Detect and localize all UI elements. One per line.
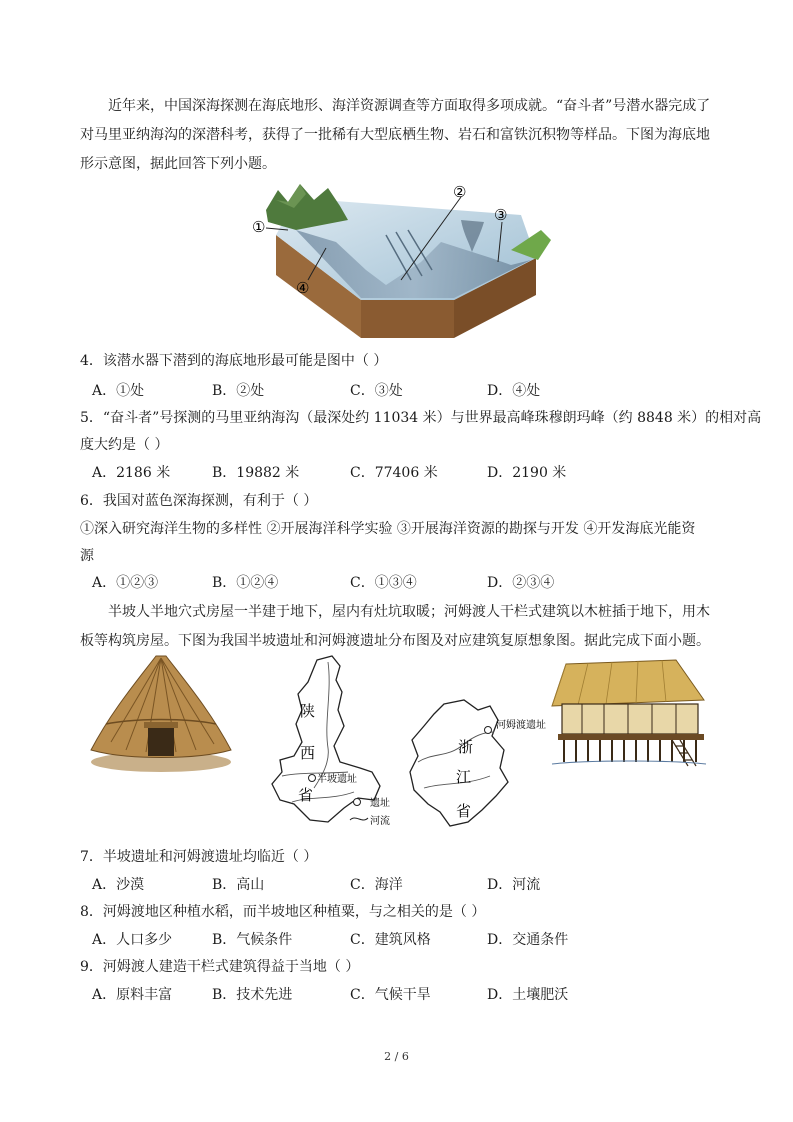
q4-option-d[interactable]: D．④处: [487, 383, 541, 399]
question-5-stem-line2: 度大约是（ ）: [80, 437, 169, 453]
q9-option-d[interactable]: D．土壤肥沃: [487, 987, 569, 1003]
legend-site-label: 遗址: [370, 798, 390, 809]
hut-doorway: [148, 726, 174, 756]
q6-option-c[interactable]: C．①③④: [350, 575, 417, 591]
wooden-stilts: [564, 740, 696, 762]
q6-option-a[interactable]: A．①②③: [92, 575, 159, 591]
zhejiang-river-1: [418, 732, 494, 762]
q5-option-a[interactable]: A．2186 米: [92, 465, 171, 481]
seafloor-label-4: ④: [296, 279, 310, 297]
hemudu-site-label: 河姆渡遗址: [496, 720, 546, 731]
q4-option-b[interactable]: B．②处: [212, 383, 265, 399]
hemudu-stilt-house-illustration: [548, 654, 708, 770]
q5-option-b[interactable]: B．19882 米: [212, 465, 300, 481]
stilt-house-platform: [558, 734, 704, 740]
q7-option-c[interactable]: C．海洋: [350, 877, 403, 893]
intro-paragraph-ancient-sites: 半坡人半地穴式房屋一半建于地下，屋内有灶坑取暖；河姆渡人干栏式建筑以木桩插于地下，用木板等构筑房屋。下图为我国半坡遗址和河姆渡遗址分布图及对应建筑复原想象图。据此完成下面小题。: [80, 604, 710, 649]
legend-site-icon: [354, 799, 361, 806]
zhejiang-char-1: 浙: [458, 738, 474, 756]
question-4-stem: 4．该潜水器下潜到的海底地形最可能是图中（ ）: [80, 353, 388, 369]
q8-option-a[interactable]: A．人口多少: [92, 932, 173, 948]
question-7-stem: 7．半坡遗址和河姆渡遗址均临近（ ）: [80, 849, 318, 865]
question-5-options: [92, 462, 712, 484]
q5-option-d[interactable]: D．2190 米: [487, 465, 567, 481]
q9-option-b[interactable]: B．技术先进: [212, 987, 293, 1003]
question-7-options: [92, 874, 712, 896]
stilt-house-roof: [552, 660, 704, 706]
question-9-stem: 9．河姆渡人建造干栏式建筑得益于当地（ ）: [80, 959, 360, 975]
q4-option-a[interactable]: A．①处: [92, 383, 145, 399]
banpo-site-marker: [309, 775, 316, 782]
intro-paragraph-deep-sea: 近年来，中国深海探测在海底地形、海洋资源调查等方面取得多项成就。“奋斗者”号潜水器完成了对马里亚纳海沟的深潜科考，获得了一批稀有大型底栖生物、岩石和富铁沉积物等样品。下图为海底地形示意图，据此回答下列小题。: [80, 98, 711, 172]
question-4-options: [92, 380, 712, 402]
q7-option-d[interactable]: D．河流: [487, 877, 541, 893]
q8-option-c[interactable]: C．建筑风格: [350, 932, 431, 948]
seafloor-label-2: ②: [453, 183, 467, 201]
question-9-options: [92, 984, 712, 1006]
banpo-site-label: 半坡遗址: [317, 774, 357, 785]
q7-option-a[interactable]: A．沙漠: [92, 877, 145, 893]
legend-river-label: 河流: [370, 816, 390, 827]
q6-option-d[interactable]: D．②③④: [487, 575, 555, 591]
legend-river-icon: [350, 818, 368, 820]
question-6-options: [92, 572, 712, 594]
q8-option-d[interactable]: D．交通条件: [487, 932, 569, 948]
shaanxi-char-1: 陕: [300, 702, 316, 720]
shaanxi-river-1: [314, 662, 329, 788]
door-lintel: [144, 722, 178, 728]
question-5-stem-line1: 5．“奋斗者”号探测的马里亚纳海沟（最深处约 11034 米）与世界最高峰珠穆朗玛峰（约 8848 米）的相对高: [80, 410, 762, 426]
seafloor-diagram: [236, 180, 556, 338]
shaanxi-char-2: 西: [300, 744, 316, 762]
question-6-choices-line1: ①深入研究海洋生物的多样性 ②开展海洋科学实验 ③开展海洋资源的勘探与开发 ④开发海底光能资: [80, 521, 696, 537]
q6-option-b[interactable]: B．①②④: [212, 575, 279, 591]
shaanxi-map: [262, 652, 412, 840]
zhejiang-char-2: 江: [456, 768, 472, 786]
zhejiang-char-3: 省: [456, 802, 472, 820]
soil-front-middle: [361, 300, 454, 338]
hemudu-site-marker: [485, 727, 492, 734]
question-8-stem: 8．河姆渡地区种植水稻，而半坡地区种植粟，与之相关的是（ ）: [80, 904, 486, 920]
seafloor-label-1: ①: [252, 218, 266, 236]
seafloor-label-3: ③: [494, 206, 508, 224]
shaanxi-char-3: 省: [298, 786, 314, 804]
banpo-hut-illustration: [86, 652, 236, 774]
q4-option-c[interactable]: C．③处: [350, 383, 403, 399]
question-6-choices-line2: 源: [80, 548, 94, 564]
q5-option-c[interactable]: C．77406 米: [350, 465, 438, 481]
zhejiang-map: [404, 692, 554, 832]
question-6-stem: 6．我国对蓝色深海探测，有利于（ ）: [80, 493, 318, 509]
q7-option-b[interactable]: B．高山: [212, 877, 265, 893]
page-number: 2 / 6: [384, 1050, 409, 1063]
q8-option-b[interactable]: B．气候条件: [212, 932, 293, 948]
q9-option-c[interactable]: C．气候干旱: [350, 987, 431, 1003]
question-8-options: [92, 929, 712, 951]
q9-option-a[interactable]: A．原料丰富: [92, 987, 173, 1003]
